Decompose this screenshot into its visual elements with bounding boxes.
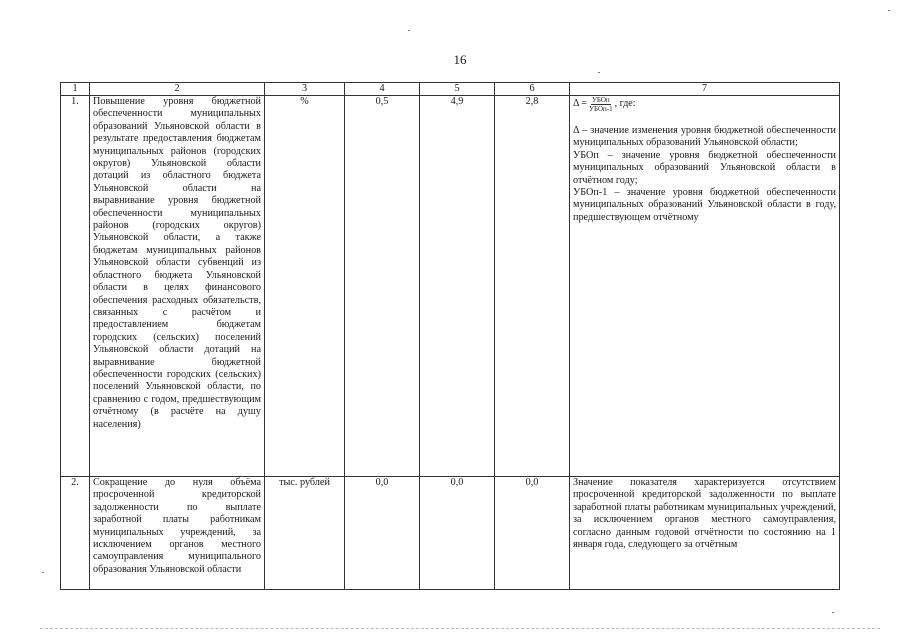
row-number: 1.: [61, 96, 90, 477]
header-col-2: 2: [90, 83, 265, 96]
header-col-6: 6: [495, 83, 570, 96]
scan-speck: [598, 72, 600, 73]
header-col-7: 7: [570, 83, 840, 96]
value-col-4: 0,0: [345, 477, 420, 590]
value-col-6: 2,8: [495, 96, 570, 477]
value-col-4: 0,5: [345, 96, 420, 477]
unit: тыс. рублей: [265, 477, 345, 590]
value-col-5: 4,9: [420, 96, 495, 477]
header-col-3: 3: [265, 83, 345, 96]
header-col-5: 5: [420, 83, 495, 96]
table-header-row: [61, 83, 840, 96]
formula-lhs: Δ =: [573, 98, 588, 110]
indicator-name: Сокращение до нуля объёма просроченной кредиторской задолженности по выплате заработной платы работникам муниципальных учреждений, за исключением органов местного самоуправления муниципального образования Ульяновской области: [90, 477, 265, 590]
page-number: 16: [453, 52, 467, 67]
formula-definition: Δ – значение изменения уровня бюджетной обеспеченности муниципальных образований Ульяновской области;: [573, 125, 836, 149]
scan-speck: [832, 612, 834, 613]
formula-denominator: УБОп-1: [589, 105, 613, 113]
scan-speck: [408, 30, 410, 31]
formula: [573, 96, 636, 113]
row-number: 2.: [61, 477, 90, 590]
formula-suffix: , где:: [614, 98, 636, 110]
indicators-table: [60, 82, 840, 590]
table-row: [61, 96, 840, 477]
formula-numerator: УБОп: [591, 96, 610, 104]
table-row: [61, 477, 840, 590]
scan-speck: [888, 10, 890, 11]
unit: %: [265, 96, 345, 477]
indicator-name: Повышение уровня бюджетной обеспеченности муниципальных образований Ульяновской области в результате предоставления бюджетам муниципальных районов (городских округов) Ульяновской области дотаций из областного бюджета Ульяновской области на выравнивание уровня бюджетной обеспеченности муниципальных районов (городских округов) Ульяновской области, а также бюджетам муниципальных районов Ульяновской области субвенций из областного бюджета Ульяновской области в целях финансового обеспечения расходных обязательств, связанных с расчётом и предоставлением бюджетам городских (сельских) поселений Ульяновской области дотаций на выравнивание бюджетной обеспеченности городских (сельских) поселений Ульяновской области, по сравнению с годом, предшествующим отчётному (в расчёте на душу населения): [90, 96, 265, 477]
header-col-4: 4: [345, 83, 420, 96]
scan-speck: [42, 572, 44, 573]
value-col-5: 0,0: [420, 477, 495, 590]
calculation-method: [570, 96, 840, 477]
formula-definition: УБОп – значение уровня бюджетной обеспеченности муниципальных образований Ульяновской области в отчётном году;: [573, 149, 836, 186]
scan-edge: [40, 628, 880, 629]
header-col-1: 1: [61, 83, 90, 96]
value-col-6: 0,0: [495, 477, 570, 590]
calculation-method: Значение показателя характеризуется отсутствием просроченной кредиторской задолженности по выплате заработной платы работникам муниципальных учреждений, за исключением органов местного самоуправления, согласно данным годовой отчётности по состоянию на 1 января года, следующего за отчётным: [570, 477, 840, 590]
formula-definition: УБОп-1 – значение уровня бюджетной обеспеченности муниципальных образований Ульяновской области в году, предшествующем отчётному: [573, 187, 836, 223]
formula-fraction: [589, 96, 613, 113]
